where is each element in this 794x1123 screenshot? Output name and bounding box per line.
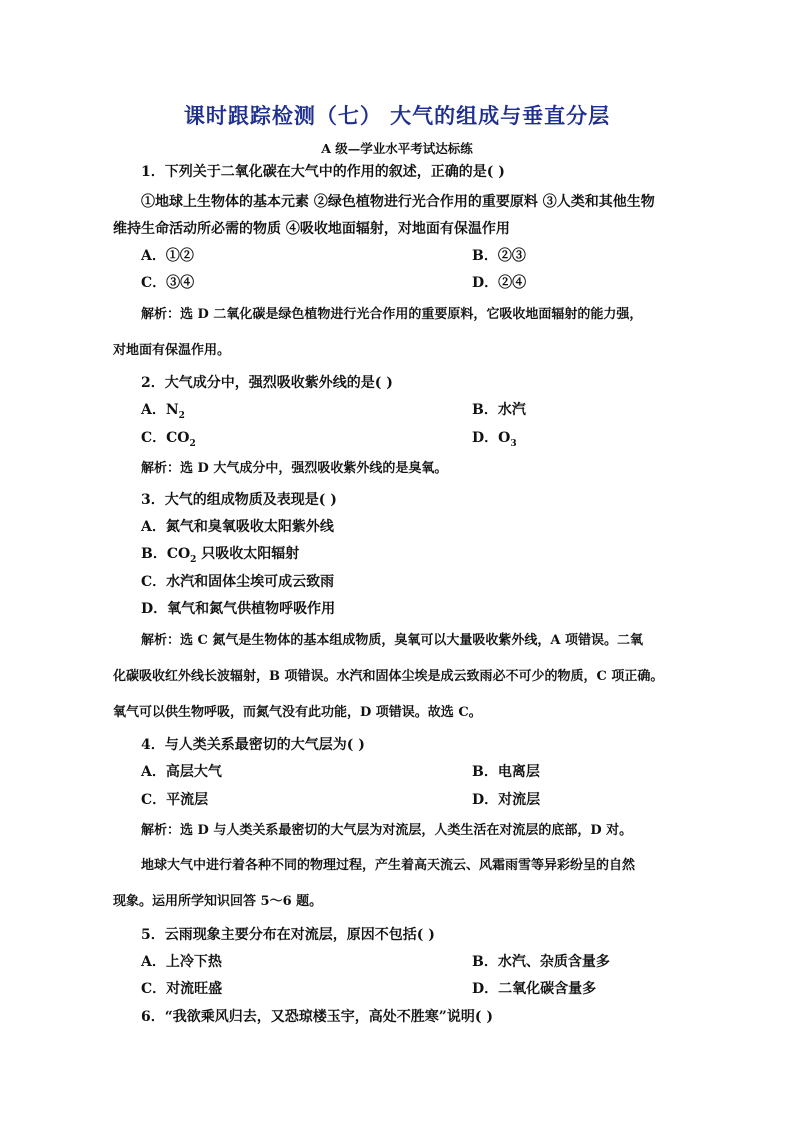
question-4-option-b: B．电离层 [472,764,540,780]
question-5-option-b: B．水汽、杂质含量多 [472,954,610,970]
question-5-option-a: A．上冷下热 [141,954,222,970]
question-4-stem: 4．与人类关系最密切的大气层为( ) [141,737,365,753]
question-4-option-c: C．平流层 [141,792,209,808]
section-subtitle: A 级—学业水平考试达标练 [321,141,473,156]
question-1-analysis-line-1: 解析：选 D 二氧化碳是绿色植物进行光合作用的重要原料，它吸收地面辐射的能力强， [141,307,643,322]
question-3-analysis-line-1: 解析：选 C 氮气是生物体的基本组成物质，臭氧可以大量吸收紫外线，A 项错误。二氧 [141,633,644,648]
question-1-option-b: B．②③ [472,248,526,264]
question-5-option-d: D．二氧化碳含量多 [472,981,597,997]
question-1-option-d: D．②④ [472,275,527,291]
question-3-option-c: C．水汽和固体尘埃可成云致雨 [141,574,335,590]
question-2-analysis: 解析：选 D 大气成分中，强烈吸收紫外线的是臭氧。 [141,461,448,476]
question-3-analysis-line-2: 化碳吸收红外线长波辐射，B 项错误。水汽和固体尘埃是成云致雨必不可少的物质，C 项正确。 [113,669,664,684]
question-1-option-a: A．①② [141,248,194,264]
question-2-stem: 2．大气成分中，强烈吸收紫外线的是( ) [141,375,393,391]
question-1-statements-line-2: 维持生命活动所必需的物质 ④吸收地面辐射，对地面有保温作用 [113,221,510,237]
question-1-option-c: C．③④ [141,275,195,291]
question-4-option-d: D．对流层 [472,792,541,808]
page-title: 课时跟踪检测（七） 大气的组成与垂直分层 [183,103,611,128]
question-3-stem: 3．大气的组成物质及表现是( ) [141,492,337,508]
question-3-option-d: D．氧气和氮气供植物呼吸作用 [141,601,336,617]
question-3-analysis-line-3: 氧气可以供生物呼吸，而氮气没有此功能，D 项错误。故选 C。 [113,705,482,720]
question-1-stem: 1．下列关于二氧化碳在大气中的作用的叙述，正确的是( ) [141,164,505,180]
question-3-option-b: B．$CO_2$ 只吸收太阳辐射 [141,546,300,565]
question-2-option-a: A．$N_2$ [141,402,185,421]
question-2-option-d: D．$O_3$ [472,430,517,449]
question-6-stem: 6．“我欲乘风归去，又恐琼楼玉宇，高处不胜寒”说明( ) [141,1009,493,1025]
question-5-option-c: C．对流旺盛 [141,981,223,997]
material-intro-line-1: 地球大气中进行着各种不同的物理过程，产生着高天流云、风霜雨雪等异彩纷呈的自然 [141,858,636,873]
question-2-option-b: B．水汽 [472,402,526,418]
question-5-stem: 5．云雨现象主要分布在对流层，原因不包括( ) [141,927,435,943]
question-4-option-a: A．高层大气 [141,764,222,780]
material-intro-line-2: 现象。运用所学知识回答 5～6 题。 [113,894,323,909]
question-2-option-c: C．$CO_2$ [141,430,196,449]
question-1-analysis-line-2: 对地面有保温作用。 [113,343,231,358]
question-4-analysis: 解析：选 D 与人类关系最密切的大气层为对流层，人类生活在对流层的底部，D 对。 [141,823,633,838]
question-3-option-a: A．氮气和臭氧吸收太阳紫外线 [141,519,334,535]
question-1-statements-line-1: ①地球上生物体的基本元素 ②绿色植物进行光合作用的重要原料 ③人类和其他生物 [141,194,655,210]
